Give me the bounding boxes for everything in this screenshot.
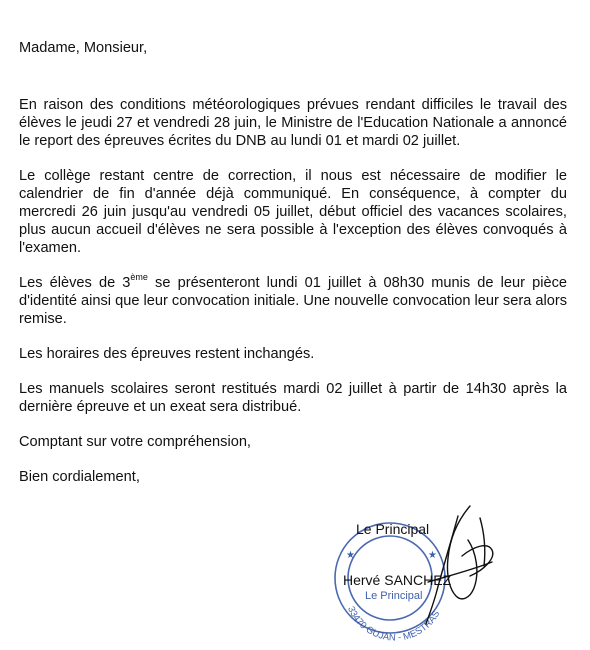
signatory-name: Hervé SANCHEZ [343,572,452,588]
stamp-place-text: 33470 GUJAN - MESTRAS [345,604,443,644]
salutation: Madame, Monsieur, [19,40,148,56]
paragraph-textbooks-return: Les manuels scolaires seront restitués mardi 02 juillet à partir de 14h30 après la dernière épreuve et un exeat sera distribué. [19,381,567,415]
closing-understanding: Comptant sur votre compréhension, [19,434,251,450]
signatory-title: Le Principal [356,521,430,537]
paragraph-school-closure: Le collège restant centre de correction, il nous est nécessaire de modifier le calendrier de fin d'année déjà communiqué. En conséquence, à compter du mercredi 26 juin jusqu'au vendredi 05 juillet, début officiel des vacances scolaires, plus aucun accueil d'élèves ne sera possible à l'exception des élèves convoqués à l'examen. [19,168,567,256]
convocation-text-start: Les élèves de 3 [19,275,131,291]
closing-regards: Bien cordialement, [19,469,140,485]
paragraph-student-convocation [19,274,567,328]
svg-text:★: ★ [346,550,355,561]
handwritten-signature-icon [388,498,498,628]
paragraph-exam-postponement: En raison des conditions météorologiques prévues rendant difficiles le travail des élèves le jeudi 27 et vendredi 28 juin, le Ministre de l'Education Nationale a annoncé le report des épreuves écrites du DNB au lundi 01 et mardi 02 juillet. [19,97,567,149]
paragraph-exam-schedule: Les horaires des épreuves restent inchangés. [19,346,315,362]
convocation-text-end: se présenteront lundi 01 juillet à 08h30 munis de leur pièce d'identité ainsi que leur convocation initiale. Une nouvelle convocation leur sera alors remise. [19,275,567,327]
letter-body [19,39,567,486]
ordinal-superscript: ème [130,272,148,283]
stamp-title-text: Le Principal [365,590,423,602]
signature-block [328,498,488,644]
svg-text:★: ★ [428,550,437,561]
